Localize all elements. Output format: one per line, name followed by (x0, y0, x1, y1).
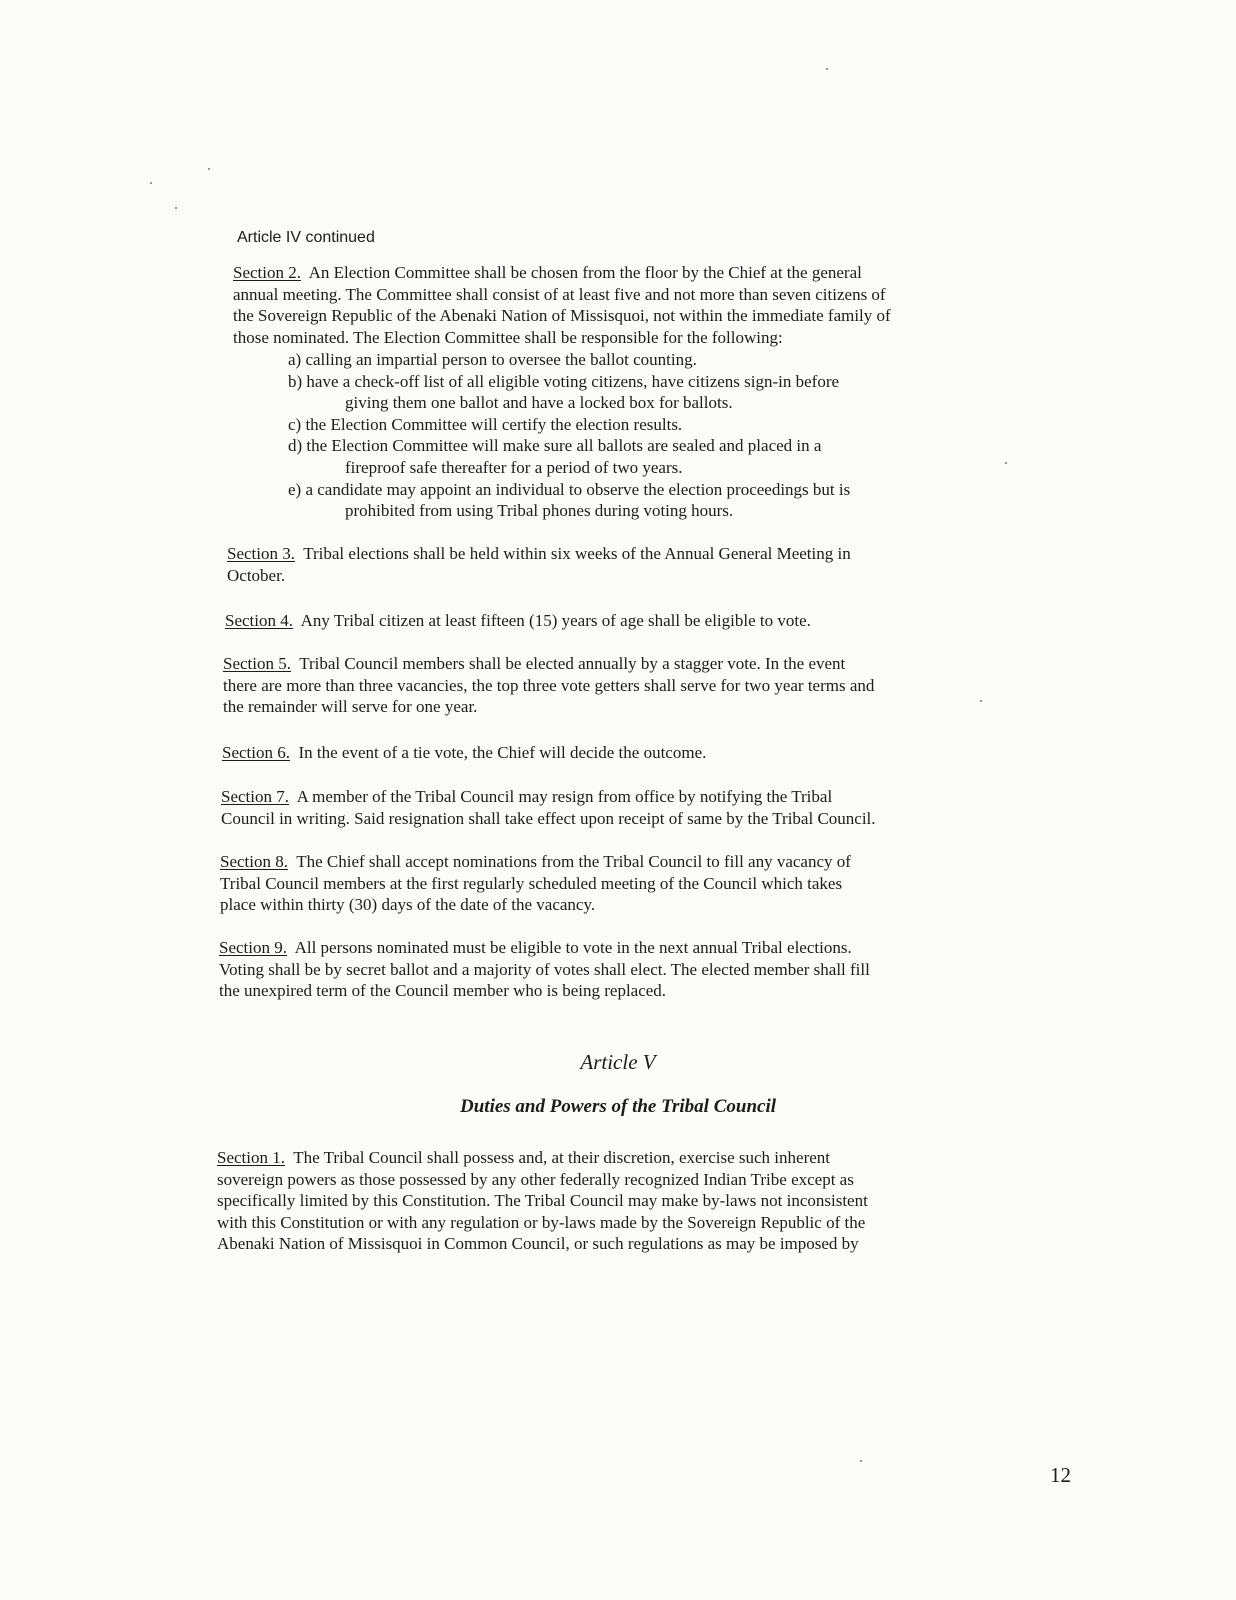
scan-speck (150, 182, 152, 184)
section-2-line: annual meeting. The Committee shall consist of at least five and not more than seven citizens of (233, 284, 886, 304)
section-5-line: there are more than three vacancies, the top three vote getters shall serve for two year terms and (223, 675, 875, 695)
section-2-line: An Election Committee shall be chosen from the floor by the Chief at the general (308, 263, 862, 282)
article-iv-section-2 (233, 262, 891, 348)
article-iv-section-4 (225, 610, 811, 632)
page-number: 12 (1050, 1463, 1071, 1487)
article-v-section-1 (217, 1147, 868, 1255)
section-5-line: Tribal Council members shall be elected annually by a stagger vote. In the event (299, 654, 846, 673)
article-iv-section-7 (221, 786, 876, 829)
scan-speck (826, 68, 828, 70)
section-2-line: those nominated. The Election Committee shall be responsible for the following: (233, 327, 783, 347)
section-4-label: Section 4. (225, 611, 293, 630)
list-item-e-continued: prohibited from using Tribal phones during voting hours. (345, 501, 734, 521)
section-3-label: Section 3. (227, 544, 295, 563)
scan-speck (980, 700, 982, 702)
section-5-label: Section 5. (223, 654, 291, 673)
section-2-label: Section 2. (233, 263, 301, 282)
scan-speck (1005, 462, 1007, 464)
section-2-line: the Sovereign Republic of the Abenaki Nation of Missisquoi, not within the immediate family of (233, 306, 891, 326)
list-item-d: d) the Election Committee will make sure all ballots are sealed and placed in a (288, 436, 822, 456)
scan-speck (860, 1460, 862, 1462)
section-7-line: Council in writing. Said resignation shall take effect upon receipt of same by the Tribal Council. (221, 808, 876, 828)
article-iv-section-6 (222, 742, 706, 764)
section-4-line: Any Tribal citizen at least fifteen (15) years of age shall be eligible to vote. (300, 611, 811, 630)
article-iv-continued-heading: Article IV continued (237, 229, 375, 246)
section-5-line: the remainder will serve for one year. (223, 697, 478, 717)
list-item-b: b) have a check-off list of all eligible voting citizens, have citizens sign-in before (288, 371, 840, 391)
list-item-d-continued: fireproof safe thereafter for a period of two years. (345, 457, 683, 477)
section-7-label: Section 7. (221, 787, 289, 806)
section-6-label: Section 6. (222, 743, 290, 762)
section-8-line: Tribal Council members at the first regularly scheduled meeting of the Council which takes (220, 873, 843, 893)
scan-speck (208, 168, 210, 170)
article-iv-section-8 (220, 851, 851, 916)
section-8-line: The Chief shall accept nominations from the Tribal Council to fill any vacancy of (296, 852, 851, 871)
section-3-line: Tribal elections shall be held within six weeks of the Annual General Meeting in (303, 544, 851, 563)
section-6-line: In the event of a tie vote, the Chief will decide the outcome. (298, 743, 707, 762)
list-item-b-continued: giving them one ballot and have a locked box for ballots. (345, 393, 733, 413)
list-item-a: a) calling an impartial person to oversee the ballot counting. (288, 350, 697, 369)
scan-speck (175, 207, 177, 209)
article-iv-section-3 (227, 543, 851, 586)
section-9-line: the unexpired term of the Council member who is being replaced. (219, 981, 667, 1001)
section-1-label: Section 1. (217, 1148, 285, 1167)
section-1-line: Abenaki Nation of Missisquoi in Common Council, or such regulations as may be imposed by (217, 1234, 859, 1254)
section-1-line: sovereign powers as those possessed by any other federally recognized Indian Tribe except as (217, 1169, 854, 1189)
article-v-title: Article V (580, 1050, 656, 1074)
section-9-label: Section 9. (219, 938, 287, 957)
article-v-subtitle: Duties and Powers of the Tribal Council (460, 1096, 776, 1117)
article-iv-section-5 (223, 653, 874, 718)
article-iv-section-9 (219, 937, 870, 1002)
section-8-line: place within thirty (30) days of the date of the vacancy. (220, 895, 596, 915)
section-1-line: specifically limited by this Constitution. The Tribal Council may make by-laws not inconsistent (217, 1191, 868, 1211)
section-1-line: The Tribal Council shall possess and, at their discretion, exercise such inherent (293, 1148, 831, 1167)
section-1-line: with this Constitution or with any regulation or by-laws made by the Sovereign Republic of the (217, 1212, 866, 1232)
section-7-line: A member of the Tribal Council may resign from office by notifying the Tribal (296, 787, 833, 806)
list-item-c: c) the Election Committee will certify the election results. (288, 414, 683, 434)
list-item-e: e) a candidate may appoint an individual to observe the election proceedings but is (288, 479, 851, 499)
section-3-line: October. (227, 565, 286, 585)
section-2-list (288, 349, 850, 522)
section-9-line: All persons nominated must be eligible to vote in the next annual Tribal elections. (294, 938, 852, 957)
section-8-label: Section 8. (220, 852, 288, 871)
section-9-line: Voting shall be by secret ballot and a majority of votes shall elect. The elected member shall fill (219, 959, 870, 979)
